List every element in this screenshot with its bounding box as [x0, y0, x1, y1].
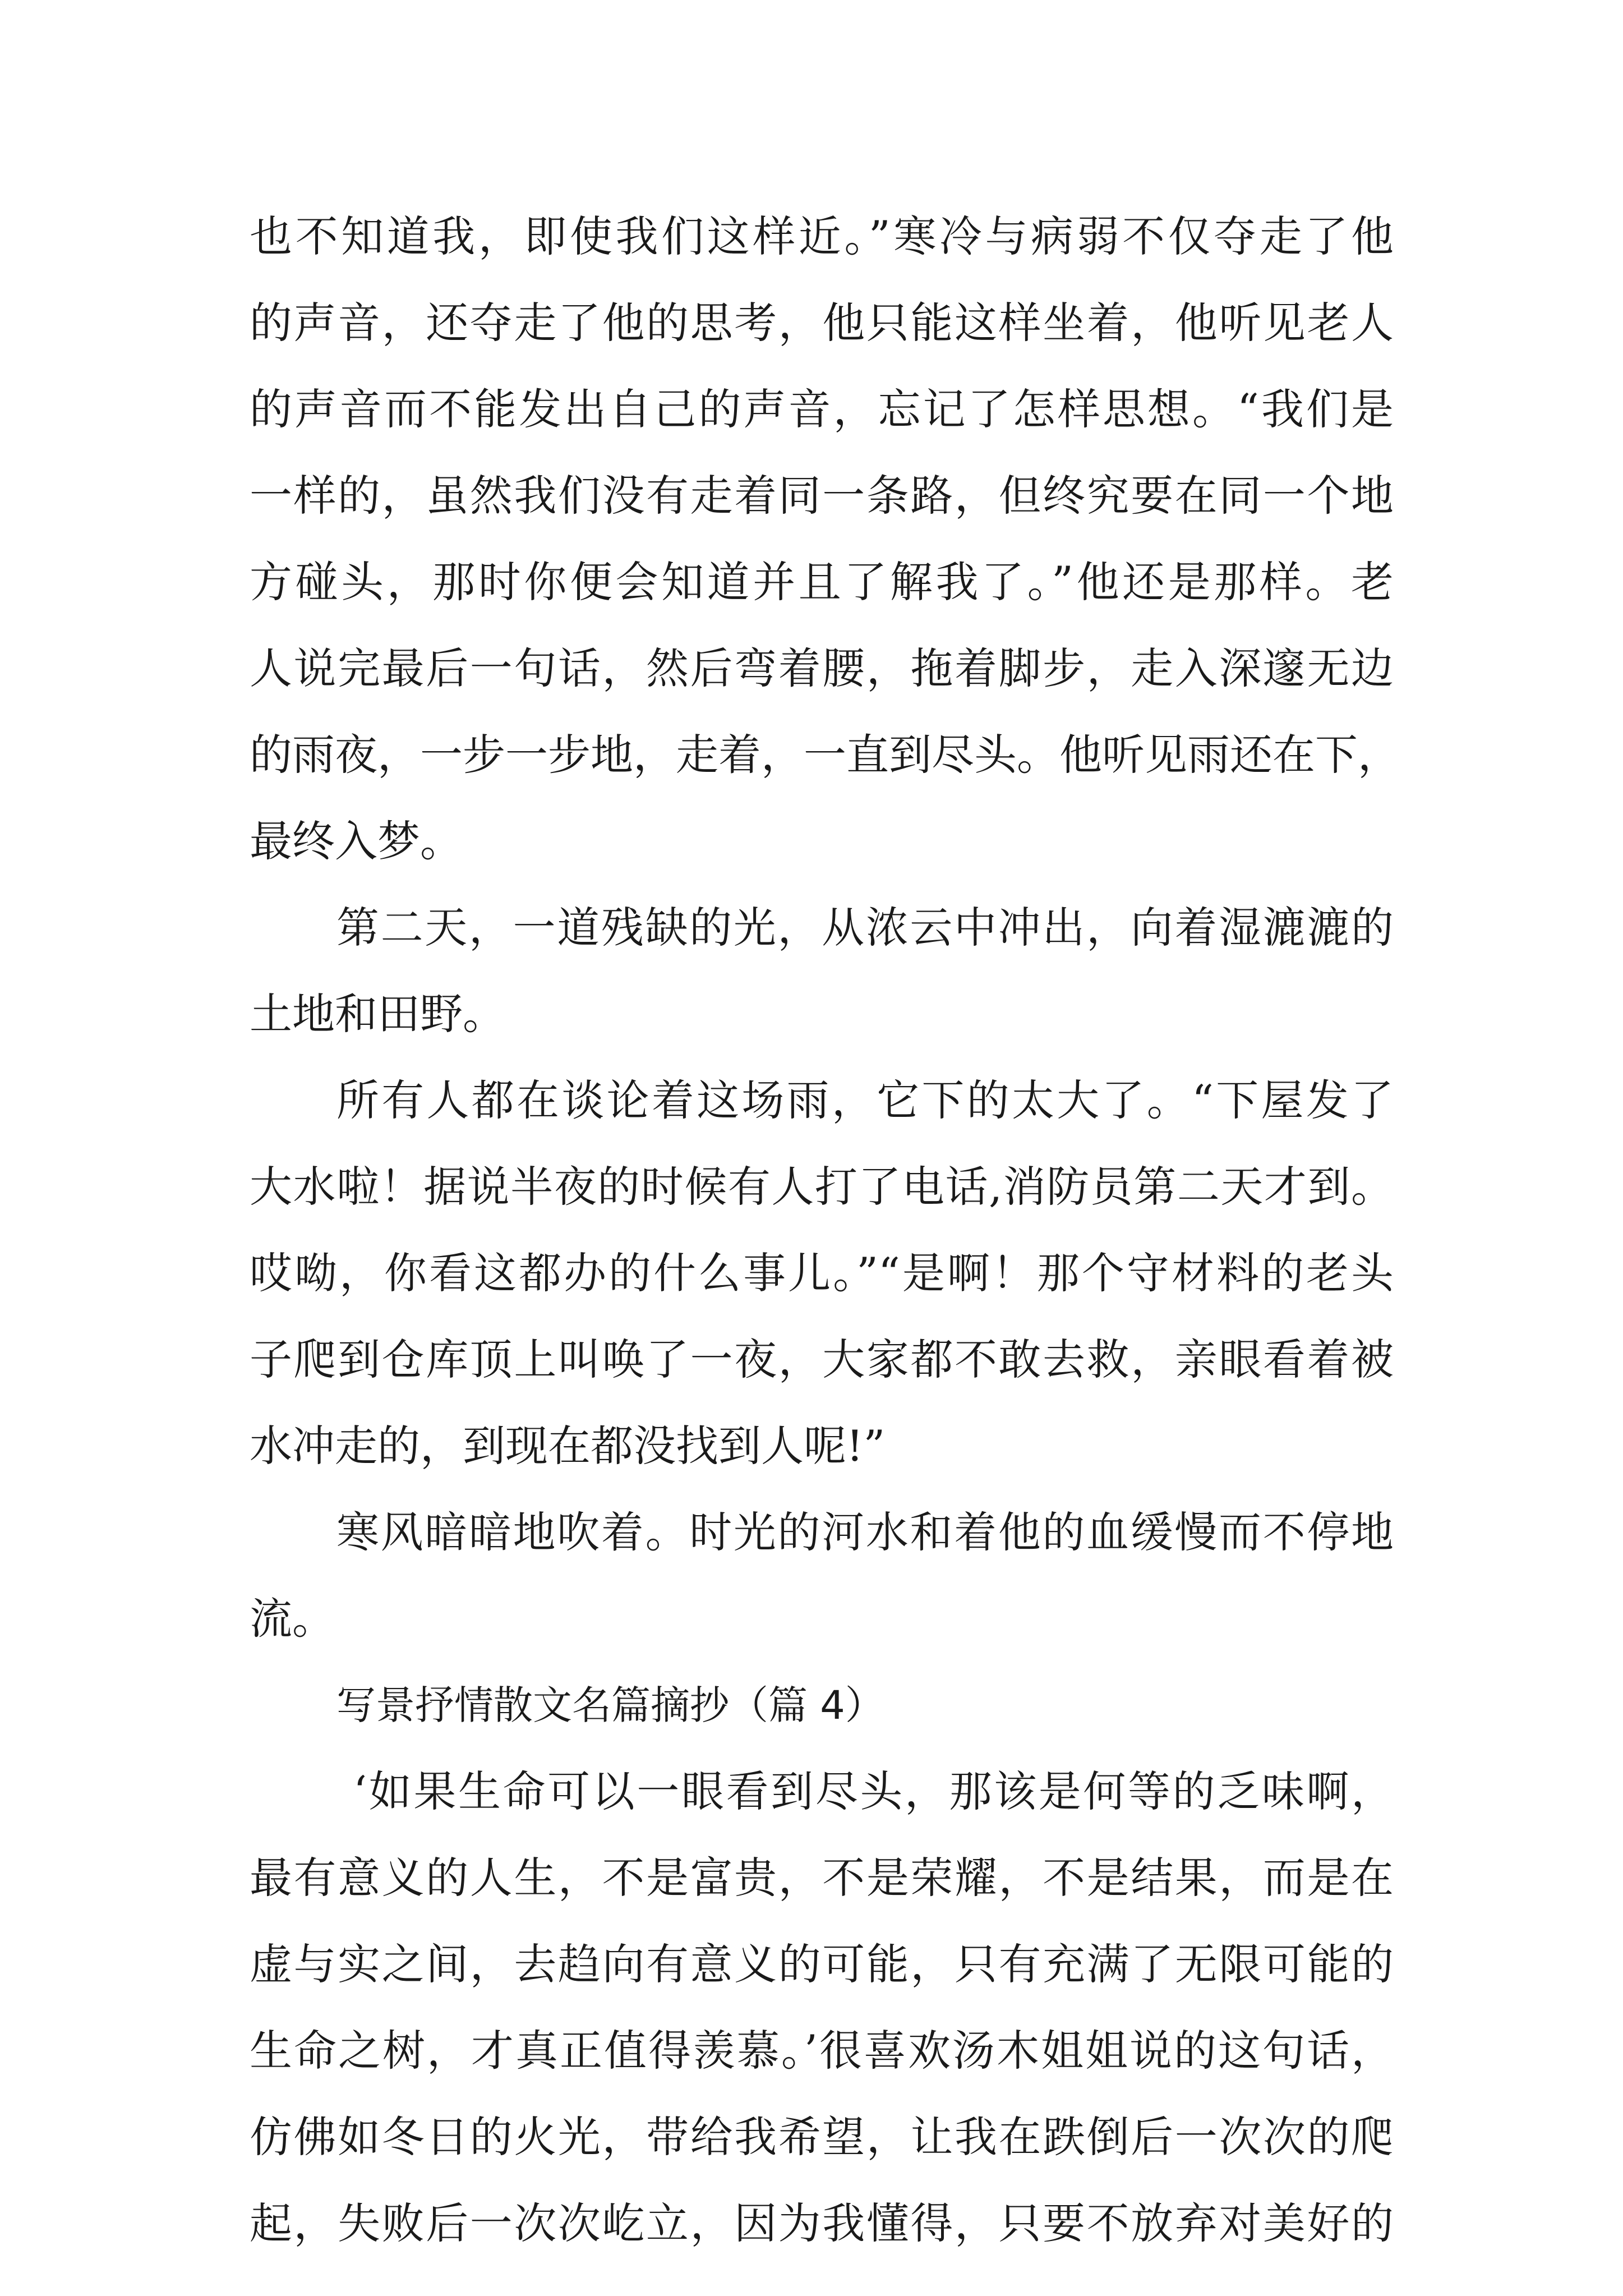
text-line: 哎呦，你看这都办的什么事儿。”“是啊！那个守材料的老头 — [250, 1248, 1394, 1298]
text-line: 一样的，虽然我们没有走着同一条路，但终究要在同一个地 — [250, 471, 1394, 521]
text-line: 的声音，还夺走了他的思考，他只能这样坐着，他听见老人 — [250, 298, 1394, 348]
text-line: 起，失败后一次次屹立，因为我懂得，只要不放弃对美好的 — [250, 2198, 1394, 2248]
text-line: 土地和田野。 — [250, 989, 505, 1039]
section-heading: 写景抒情散文名篇摘抄（篇 4） — [336, 1682, 884, 1728]
text-line: 也不知道我，即使我们这样近。”寒冷与病弱不仅夺走了他 — [250, 211, 1394, 261]
text-line: 流。 — [250, 1594, 335, 1644]
text-line: 的声音而不能发出自己的声音，忘记了怎样思想。“我们是 — [250, 384, 1394, 434]
paragraph-first-line: ‘如果生命可以一眼看到尽头，那该是何等的乏味啊， — [353, 1766, 1394, 1816]
text-line: 大水啦！据说半夜的时候有人打了电话,消防员第二天才到。 — [250, 1162, 1394, 1212]
text-line: 仿佛如冬日的火光，带给我希望，让我在跌倒后一次次的爬 — [250, 2112, 1394, 2162]
text-line: 最有意义的人生，不是富贵，不是荣耀，不是结果，而是在 — [250, 1853, 1394, 1903]
text-line: 最终入梦。 — [250, 816, 463, 866]
paragraph-first-line: 第二天，一道残缺的光，从浓云中冲出，向着湿漉漉的 — [336, 903, 1394, 953]
text-line: 的雨夜，一步一步地，走着，一直到尽头。他听见雨还在下， — [250, 730, 1400, 780]
text-line: 生命之树，才真正值得羡慕。’很喜欢汤木姐姐说的这句话， — [250, 2026, 1394, 2076]
text-line: 虚与实之间，去趋向有意义的可能，只有充满了无限可能的 — [250, 1939, 1394, 1989]
paragraph-first-line: 所有人都在谈论着这场雨，它下的太大了。“下屋发了 — [336, 1075, 1394, 1125]
text-line: 方碰头，那时你便会知道并且了解我了。”他还是那样。老 — [250, 557, 1394, 607]
text-line: 子爬到仓库顶上叫唤了一夜，大家都不敢去救，亲眼看着被 — [250, 1335, 1394, 1384]
text-line: 人说完最后一句话，然后弯着腰，拖着脚步，走入深邃无边 — [250, 643, 1394, 693]
text-line: 水冲走的，到现在都没找到人呢!” — [250, 1421, 886, 1471]
paragraph-first-line: 寒风暗暗地吹着。时光的河水和着他的血缓慢而不停地 — [336, 1507, 1394, 1557]
